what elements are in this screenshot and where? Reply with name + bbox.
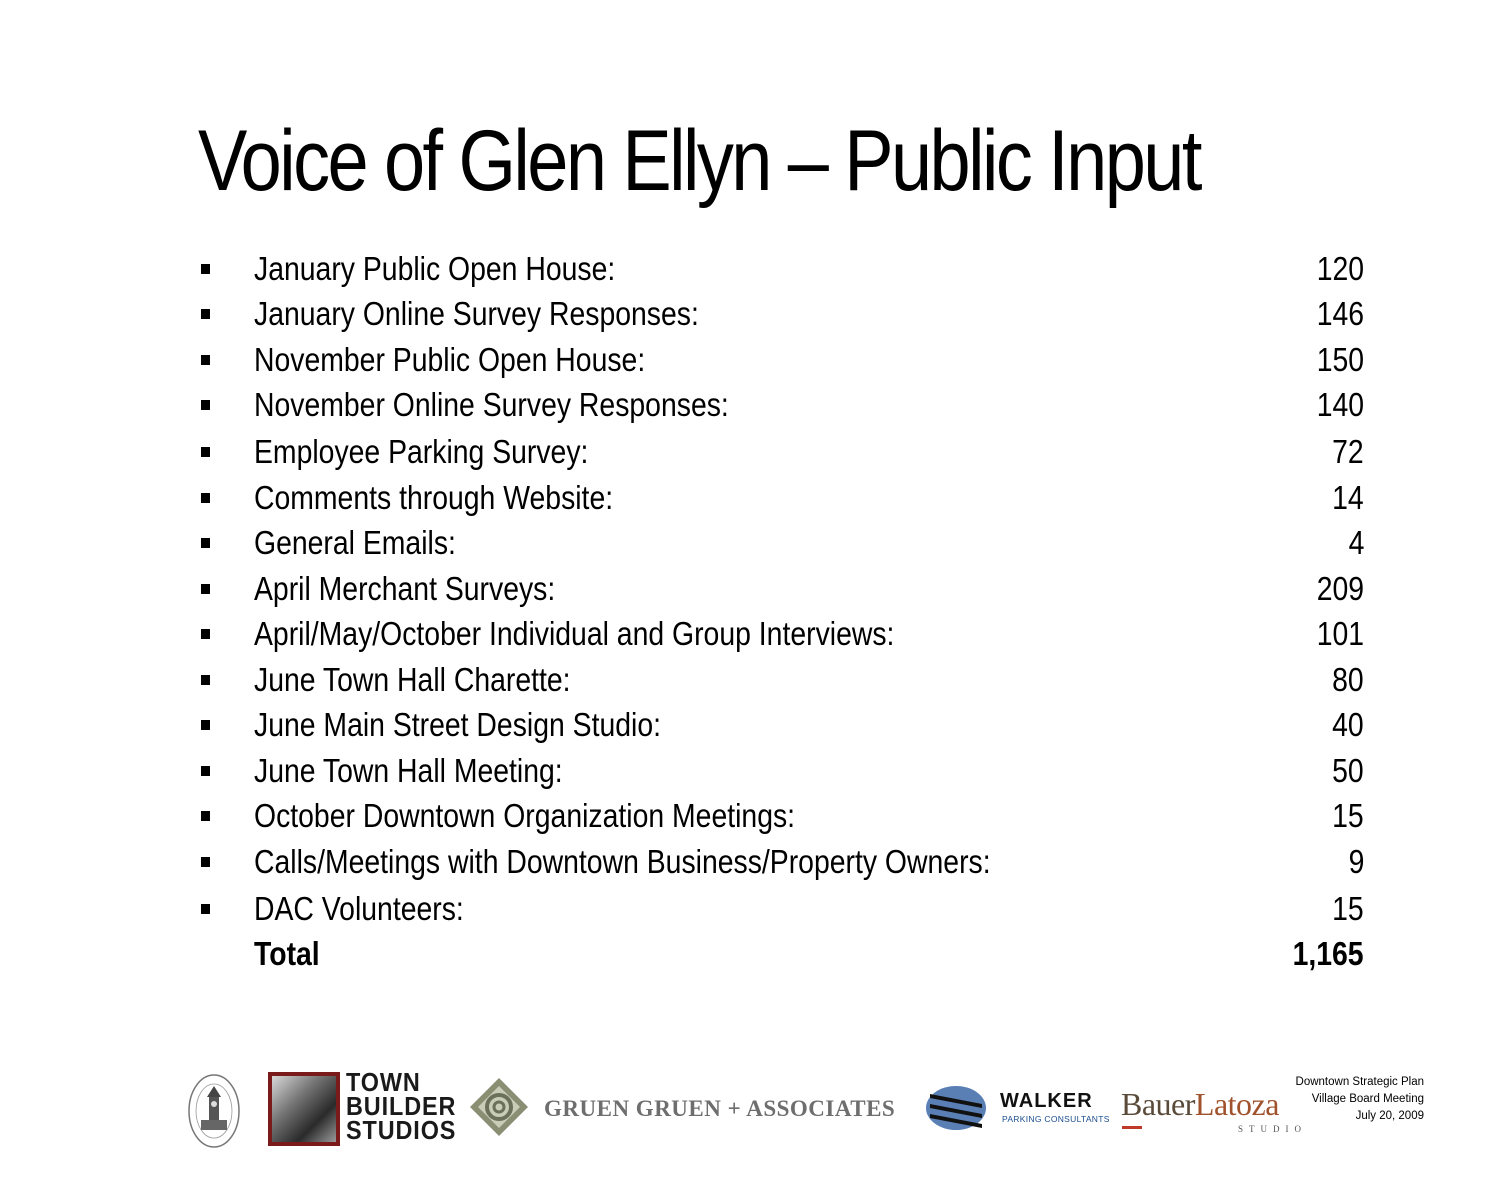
- item-count: 40: [1332, 706, 1364, 744]
- item-count: 72: [1332, 433, 1364, 471]
- footer: [0, 1060, 1500, 1170]
- town-builder-image-logo: [268, 1072, 340, 1146]
- item-count: 15: [1332, 889, 1364, 927]
- item-label: October Downtown Organization Meetings:: [254, 797, 796, 835]
- bauer-latoza-studio: STUDIO: [1238, 1124, 1307, 1134]
- walker-wordmark: WALKER: [1000, 1090, 1093, 1112]
- square-bullet-icon: [201, 584, 210, 594]
- item-label: DAC Volunteers:: [254, 889, 464, 927]
- list-item: [198, 521, 1364, 567]
- square-bullet-icon: [201, 720, 210, 730]
- list-item: [198, 748, 1364, 794]
- item-label: January Public Open House:: [254, 249, 616, 287]
- list-item: [198, 657, 1364, 703]
- item-count: 4: [1348, 524, 1364, 562]
- list-item: [198, 886, 1364, 932]
- bauer-latoza-accent: [1122, 1126, 1142, 1129]
- list-item: [198, 612, 1364, 658]
- square-bullet-icon: [201, 629, 210, 639]
- square-bullet-icon: [201, 857, 210, 867]
- item-count: 120: [1316, 249, 1364, 287]
- walker-subtitle: PARKING CONSULTANTS: [1002, 1114, 1110, 1124]
- item-count: 9: [1348, 842, 1364, 880]
- square-bullet-icon: [201, 309, 210, 319]
- meeting-name: Village Board Meeting: [1311, 1093, 1424, 1105]
- item-label: Employee Parking Survey:: [254, 433, 589, 471]
- total-label: Total: [254, 935, 320, 973]
- list-item: [198, 430, 1364, 476]
- item-count: 150: [1316, 340, 1364, 378]
- meeting-info: [1296, 1074, 1424, 1125]
- walker-logo-mark: [924, 1084, 988, 1132]
- item-label: November Public Open House:: [254, 340, 646, 378]
- item-label: April Merchant Surveys:: [254, 569, 556, 607]
- item-label: April/May/October Individual and Group Interviews:: [254, 615, 895, 653]
- item-label: June Town Hall Meeting:: [254, 751, 563, 789]
- village-seal-logo: [187, 1072, 241, 1150]
- item-label: November Online Survey Responses:: [254, 386, 729, 424]
- square-bullet-icon: [201, 766, 210, 776]
- list-item: [198, 566, 1364, 612]
- plan-name: Downtown Strategic Plan: [1295, 1076, 1424, 1088]
- square-bullet-icon: [201, 264, 210, 274]
- item-label: General Emails:: [254, 524, 456, 562]
- total-count: 1,165: [1292, 935, 1364, 973]
- list-item: [198, 246, 1364, 292]
- bauer-latoza-wordmark: BauerLatoza: [1121, 1086, 1279, 1122]
- item-count: 80: [1332, 660, 1364, 698]
- item-count: 15: [1332, 797, 1364, 835]
- item-label: June Main Street Design Studio:: [254, 706, 662, 744]
- square-bullet-icon: [201, 493, 210, 503]
- item-label: January Online Survey Responses:: [254, 295, 699, 333]
- list-item: [198, 383, 1364, 429]
- square-bullet-icon: [201, 904, 210, 914]
- list-item: [198, 292, 1364, 338]
- town-builder-wordmark: TOWN BUILDER STUDIOS: [346, 1067, 457, 1145]
- item-count: 14: [1332, 478, 1364, 516]
- item-count: 101: [1316, 615, 1364, 653]
- square-bullet-icon: [201, 675, 210, 685]
- list-item: [198, 337, 1364, 383]
- gruen-wordmark: GRUEN GRUEN + ASSOCIATES: [544, 1096, 896, 1121]
- total-row: [198, 932, 1364, 978]
- meeting-date: July 20, 2009: [1355, 1110, 1424, 1122]
- item-label: Comments through Website:: [254, 478, 614, 516]
- square-bullet-icon: [201, 447, 210, 457]
- public-input-list: [198, 246, 1364, 977]
- item-count: 140: [1316, 386, 1364, 424]
- gruen-logo-mark: [468, 1076, 530, 1138]
- list-item: [198, 794, 1364, 840]
- list-item: [198, 475, 1364, 521]
- square-bullet-icon: [201, 400, 210, 410]
- item-label: June Town Hall Charette:: [254, 660, 571, 698]
- list-item: [198, 703, 1364, 749]
- square-bullet-icon: [201, 538, 210, 548]
- item-label: Calls/Meetings with Downtown Business/Property Owners:: [254, 842, 991, 880]
- item-count: 50: [1332, 751, 1364, 789]
- list-item: [198, 839, 1364, 885]
- square-bullet-icon: [201, 355, 210, 365]
- item-count: 209: [1316, 569, 1364, 607]
- item-count: 146: [1316, 295, 1364, 333]
- square-bullet-icon: [201, 811, 210, 821]
- slide-title: Voice of Glen Ellyn – Public Input: [198, 113, 1200, 209]
